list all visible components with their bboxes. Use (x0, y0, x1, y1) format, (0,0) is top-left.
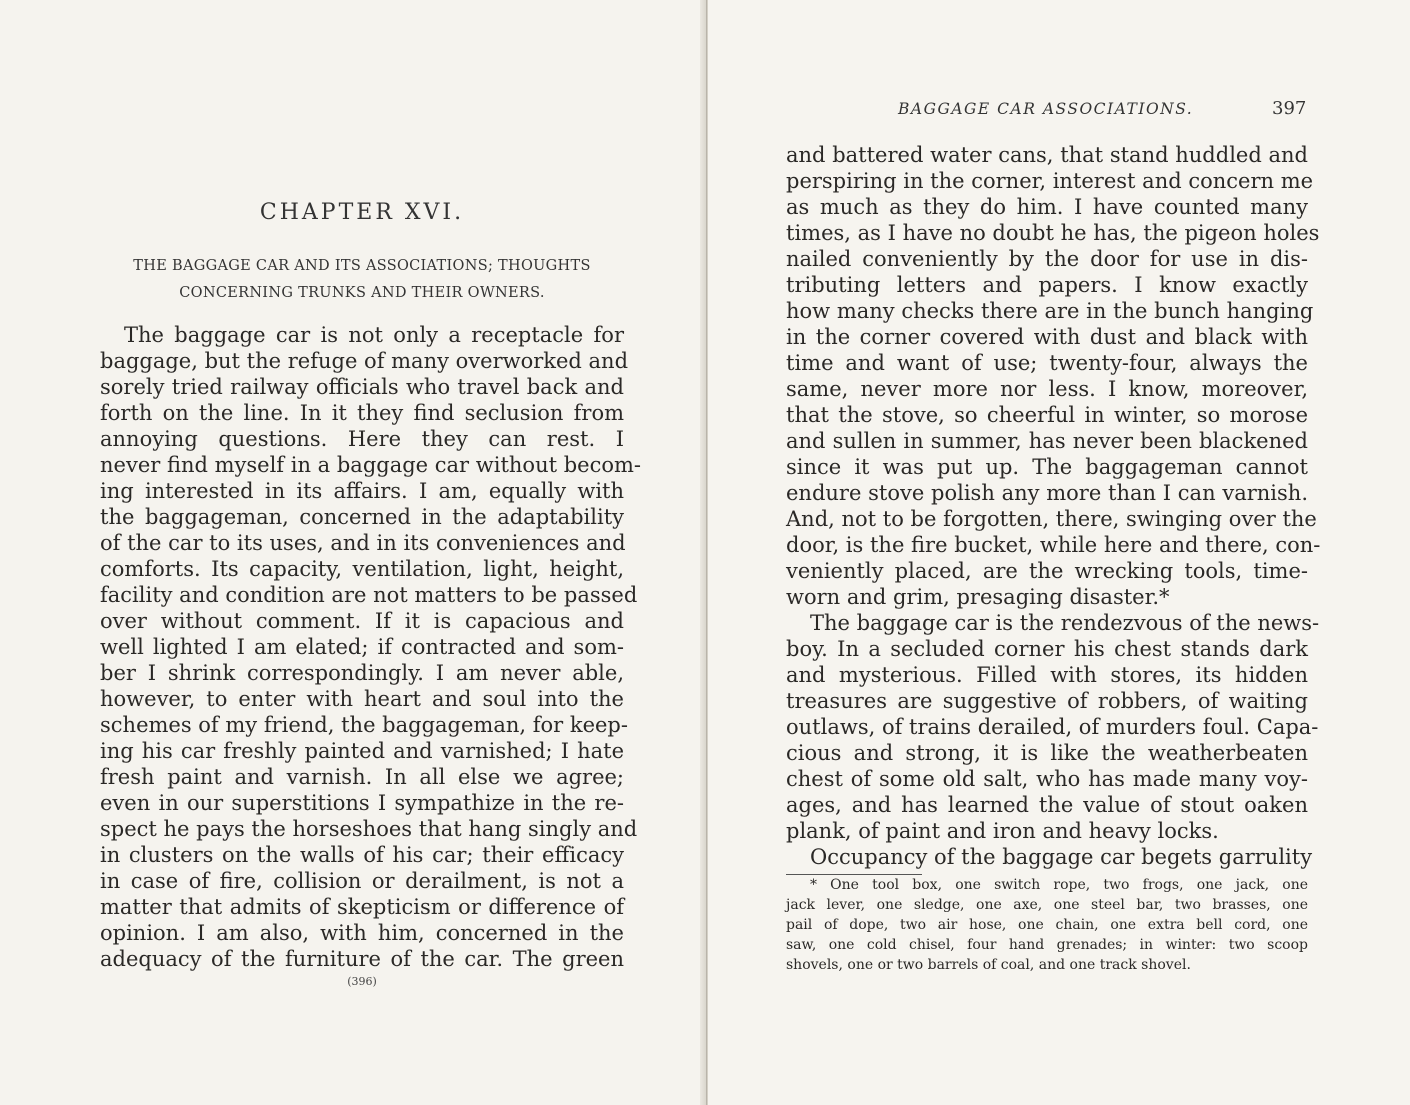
text-line: ing interested in its affairs. I am, equally with (100, 479, 624, 503)
chapter-title: CHAPTER XVI. (259, 200, 465, 225)
text-line: and mysterious. Filled with stores, its hidden (786, 663, 1308, 687)
text-line: sorely tried railway officials who travel back and (100, 375, 624, 399)
text-line: veniently placed, are the wrecking tools, time- (786, 559, 1308, 583)
text-line: ber I shrink correspondingly. I am never able, (100, 661, 624, 685)
text-line: plank, of paint and iron and heavy locks. (786, 819, 1219, 843)
text-line: Occupancy of the baggage car begets garrulity (810, 845, 1313, 869)
text-line: in clusters on the walls of his car; their efficacy (100, 843, 624, 867)
text-line: times, as I have no doubt he has, the pigeon holes (786, 221, 1320, 245)
text-line: boy. In a secluded corner his chest stands dark (786, 637, 1308, 661)
text-line: fresh paint and varnish. In all else we agree; (100, 765, 624, 789)
text-line: nailed conveniently by the door for use in dis- (786, 247, 1308, 271)
text-line: however, to enter with heart and soul into the (100, 687, 624, 711)
text-line: how many checks there are in the bunch hanging (786, 299, 1314, 323)
text-line: that the stove, so cheerful in winter, so morose (786, 403, 1308, 427)
text-line: cious and strong, it is like the weatherbeaten (786, 741, 1308, 765)
text-line: tributing letters and papers. I know exactly (786, 273, 1308, 297)
text-line: facility and condition are not matters to be passed (100, 583, 638, 607)
text-line: as much as they do him. I have counted many (786, 195, 1308, 219)
text-line: and battered water cans, that stand huddled and (786, 143, 1308, 167)
text-line: the baggageman, concerned in the adaptability (100, 505, 624, 529)
text-line: annoying questions. Here they can rest. I (100, 427, 624, 451)
footnote-line: jack lever, one sledge, one axe, one steel bar, two brasses, one (786, 897, 1308, 913)
text-line: forth on the line. In it they find seclusion from (100, 401, 624, 425)
text-line: of the car to its uses, and in its conveniences and (100, 531, 626, 555)
text-line: ages, and has learned the value of stout oaken (786, 793, 1308, 817)
text-line: matter that admits of skepticism or difference of (100, 895, 624, 919)
gutter-fold-line (706, 0, 707, 1105)
subtitle-line: THE BAGGAGE CAR AND ITS ASSOCIATIONS; THOUGHTS (133, 258, 591, 274)
page-folio: (396) (347, 975, 377, 988)
text-line: since it was put up. The baggageman cannot (786, 455, 1308, 479)
chapter-subtitle (100, 253, 624, 307)
text-line: spect he pays the horseshoes that hang singly and (100, 817, 638, 841)
text-line: door, is the fire bucket, while here and there, con- (786, 533, 1321, 557)
text-line: outlaws, of trains derailed, of murders foul. Capa- (786, 715, 1319, 739)
text-line: time and want of use; twenty-four, always the (786, 351, 1308, 375)
running-head: BAGGAGE CAR ASSOCIATIONS. (898, 100, 1194, 118)
text-line: schemes of my friend, the baggageman, for keep- (100, 713, 628, 737)
text-line: And, not to be forgotten, there, swinging over the (786, 507, 1317, 531)
text-line: never find myself in a baggage car without becom- (100, 453, 641, 477)
text-line: adequacy of the furniture of the car. The green (100, 947, 624, 971)
footnote-line: pail of dope, two air hose, one chain, one extra bell cord, one (786, 917, 1308, 933)
text-line: over without comment. If it is capacious and (100, 609, 624, 633)
text-line: well lighted I am elated; if contracted and som- (100, 635, 624, 659)
text-line: chest of some old salt, who has made many voy- (786, 767, 1308, 791)
text-line: same, never more nor less. I know, moreover, (786, 377, 1308, 401)
page-number: 397 (1272, 98, 1307, 119)
text-line: worn and grim, presaging disaster.* (786, 585, 1170, 609)
text-line: opinion. I am also, with him, concerned in the (100, 921, 624, 945)
text-line: ing his car freshly painted and varnished; I hate (100, 739, 624, 763)
text-line: The baggage car is not only a receptacle for (124, 323, 624, 347)
footnote-line: saw, one cold chisel, four hand grenades; in winter: two scoop (786, 937, 1308, 953)
footnote (786, 875, 1308, 975)
text-line: and sullen in summer, has never been blackened (786, 429, 1308, 453)
footnote-line: * One tool box, one switch rope, two frogs, one jack, one (810, 877, 1308, 893)
text-line: treasures are suggestive of robbers, of waiting (786, 689, 1308, 713)
text-line: The baggage car is the rendezvous of the news- (810, 611, 1320, 635)
right-body-text (786, 142, 1321, 870)
subtitle-line: CONCERNING TRUNKS AND THEIR OWNERS. (179, 285, 545, 301)
footnote-line: shovels, one or two barrels of coal, and one track shovel. (786, 957, 1191, 973)
text-line: baggage, but the refuge of many overworked and (100, 349, 629, 373)
left-body-text (100, 322, 641, 972)
text-line: endure stove polish any more than I can varnish. (786, 481, 1308, 505)
text-line: comforts. Its capacity, ventilation, light, height, (100, 557, 624, 581)
text-line: perspiring in the corner, interest and concern me (786, 169, 1314, 193)
text-line: in the corner covered with dust and black with (786, 325, 1308, 349)
text-line: even in our superstitions I sympathize in the re- (100, 791, 624, 815)
text-line: in case of fire, collision or derailment, is not a (100, 869, 624, 893)
